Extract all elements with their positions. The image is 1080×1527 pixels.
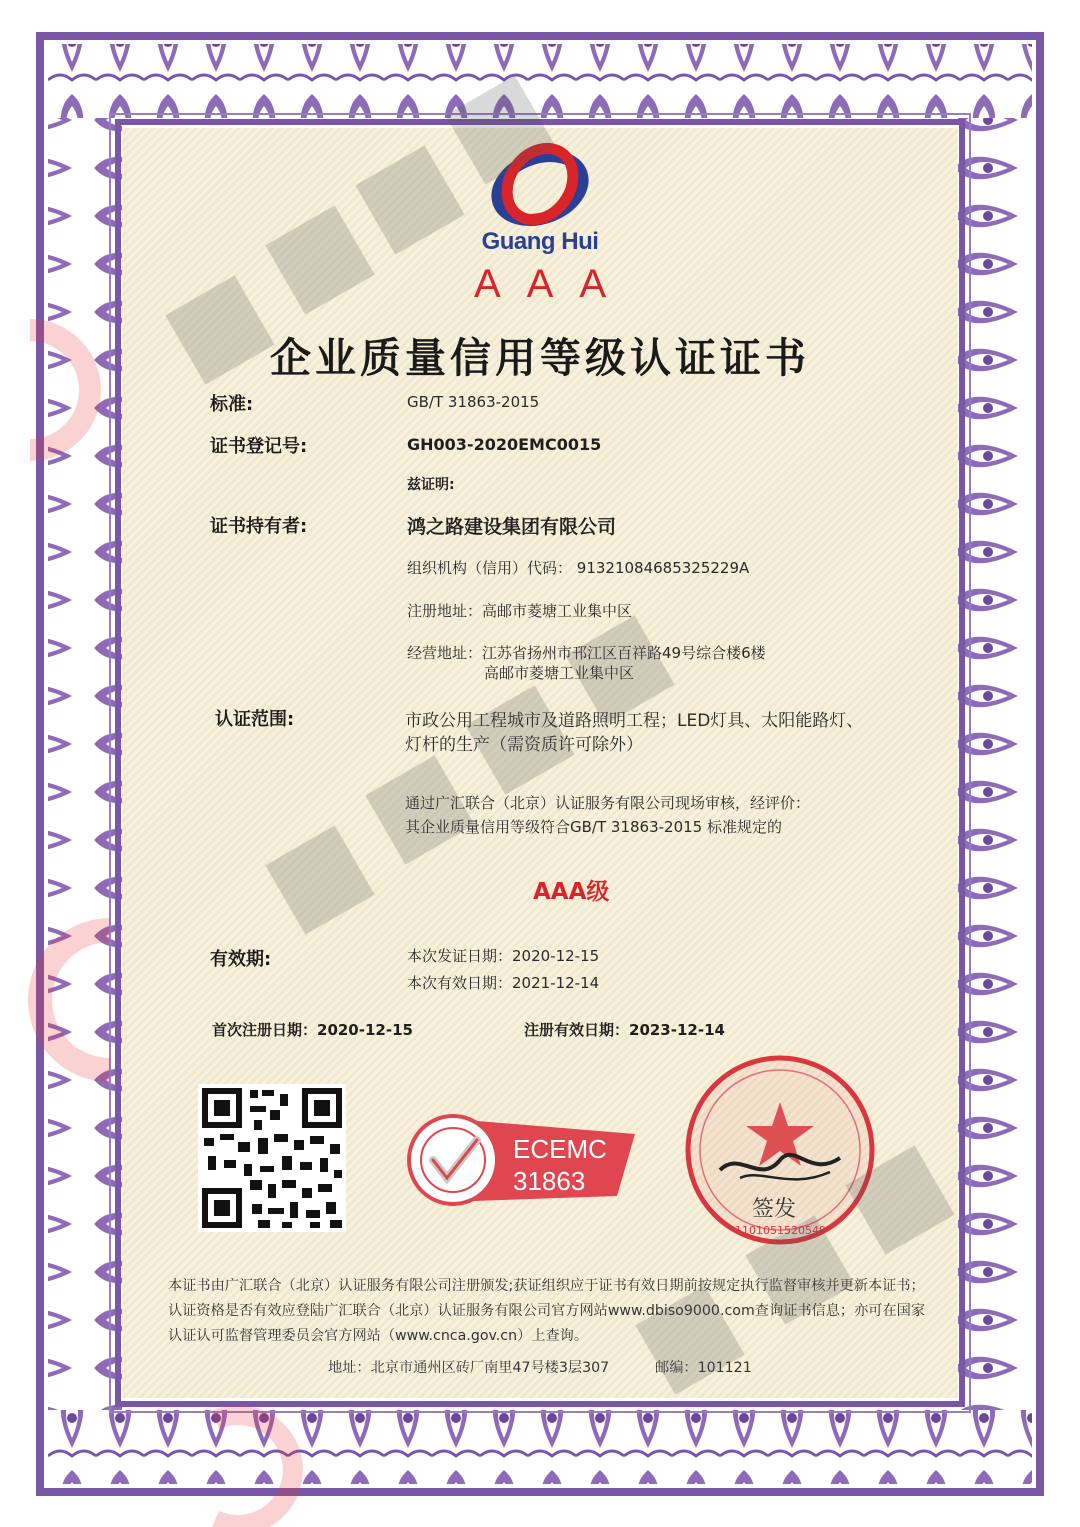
- footer-note: 本证书由广汇联合（北京）认证服务有限公司注册颁发;获证组织应于证书有效日期前按规定执行监督审核并更新本证书；认证资格是否有效应登陆广汇联合（北京）认证服务有限公司官方网站www.dbiso9000.com查询证书信息；亦可在国家认证认可监督管理委员会官方网站（www.cnca.gov.cn）上查询。: [168, 1278, 926, 1344]
- registration-valid-date: 注册有效日期：2023-12-14: [524, 1021, 725, 1039]
- scope-line-2: 灯杆的生产（需资质许可除外）: [405, 735, 643, 755]
- grade-heading: AAA: [473, 262, 633, 306]
- holder-value: 鸿之路建设集团有限公司: [407, 516, 617, 538]
- validity-label: 有效期:: [210, 949, 272, 970]
- qr-code-icon: [198, 1084, 346, 1232]
- reg-address: 注册地址：高邮市菱塘工业集中区: [407, 602, 633, 620]
- footer-address: 地址：北京市通州区砖厂南里47号楼3层307: [328, 1360, 610, 1376]
- valid-date: 本次有效日期：2021-12-14: [407, 974, 600, 992]
- standard-label: 标准:: [210, 394, 254, 415]
- brand-name: Guang Hui: [481, 228, 599, 255]
- holder-label: 证书持有者:: [210, 516, 308, 537]
- grade-result: AAA级: [533, 879, 610, 905]
- sign-label: 签发: [752, 1197, 797, 1222]
- badge-number: 31863: [513, 1166, 586, 1196]
- seal-serial: 1101051520549: [735, 1224, 826, 1237]
- evaluation-line-2: 其企业质量信用等级符合GB/T 31863-2015 标准规定的: [405, 818, 782, 836]
- reg-no-label: 证书登记号:: [210, 436, 308, 457]
- org-code: 组织机构（信用）代码： 91321084685325229A: [407, 559, 750, 577]
- issue-date: 本次发证日期：2020-12-15: [407, 947, 600, 965]
- evaluation-line-1: 通过广汇联合（北京）认证服务有限公司现场审核，经评价：: [405, 794, 811, 812]
- standard-value: GB/T 31863-2015: [407, 393, 540, 411]
- scope-label: 认证范围:: [215, 709, 295, 730]
- reg-no-value: GH003-2020EMC0015: [407, 435, 602, 454]
- biz-address-line-2: 高邮市菱塘工业集中区: [484, 664, 635, 682]
- biz-address-line-1: 经营地址：江苏省扬州市邗江区百祥路49号综合楼6楼: [407, 644, 766, 662]
- guang-hui-logo-icon: [480, 140, 600, 240]
- certificate-title: 企业质量信用等级认证证书: [270, 334, 810, 382]
- first-registration-date: 首次注册日期：2020-12-15: [212, 1021, 413, 1039]
- badge-name: ECEMC: [513, 1134, 607, 1164]
- certify-text: 兹证明:: [407, 477, 455, 493]
- scope-line-1: 市政公用工程城市及道路照明工程；LED灯具、太阳能路灯、: [405, 711, 864, 731]
- footer-postcode: 邮编：101121: [655, 1360, 752, 1376]
